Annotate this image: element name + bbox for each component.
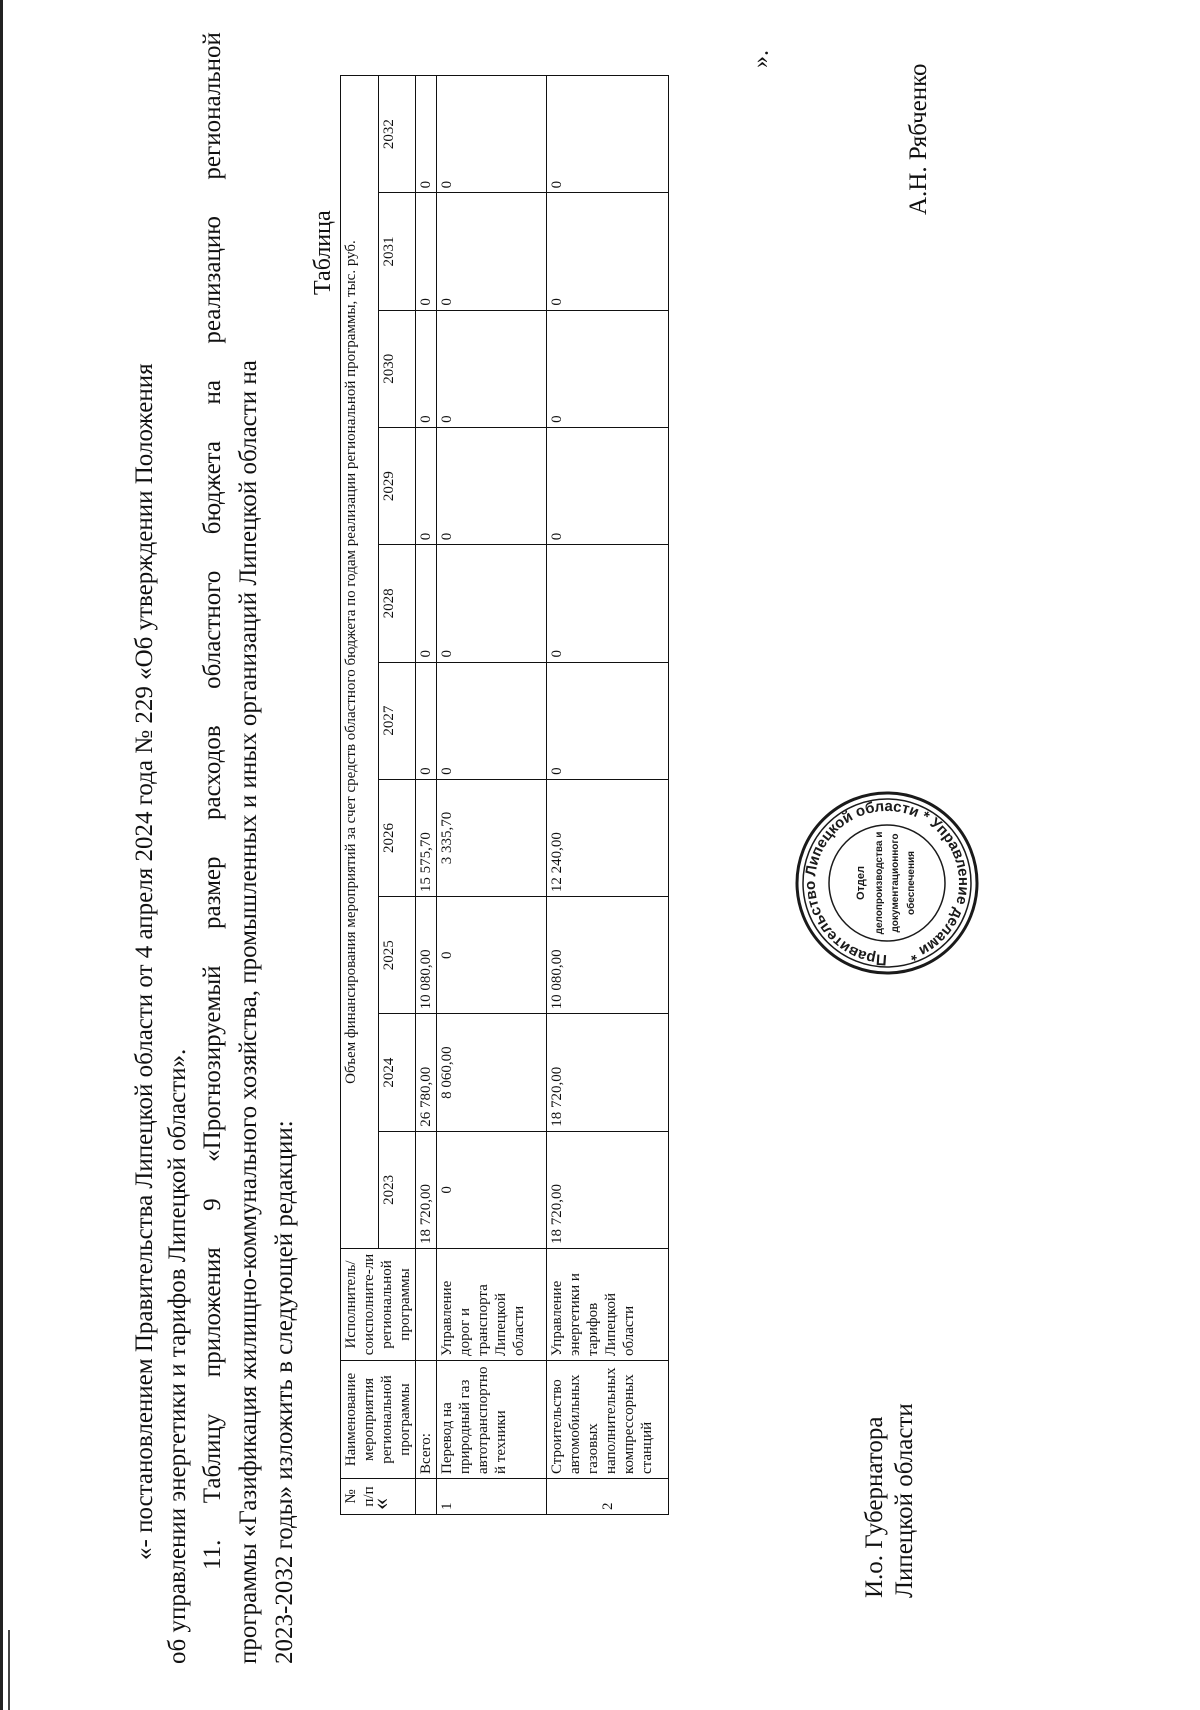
cell-value: 0 bbox=[416, 662, 437, 779]
word: на bbox=[199, 380, 226, 405]
cell-num: 1 bbox=[437, 1479, 547, 1515]
paragraph-line-2: об управлении энергетики и тарифов Липецкой области». bbox=[164, 1048, 191, 1664]
header-year: 2028 bbox=[378, 545, 416, 662]
cell-value: 0 bbox=[437, 545, 547, 662]
seal-inner-line-3: документационного bbox=[890, 833, 901, 933]
cell-value: 0 bbox=[416, 310, 437, 427]
signature-title-line-1: И.о. Губернатора bbox=[861, 1416, 888, 1598]
header-year: 2027 bbox=[378, 662, 416, 779]
seal-inner-ring bbox=[829, 825, 945, 941]
cell-value: 0 bbox=[437, 662, 547, 779]
cell-executor: Управление энергетики и тарифов Липецкой области bbox=[547, 1249, 669, 1361]
cell-value: 0 bbox=[547, 193, 669, 310]
cell-num: 2 bbox=[547, 1479, 669, 1515]
cell-value: 10 080,00 bbox=[416, 897, 437, 1014]
cell-value: 18 720,00 bbox=[416, 1131, 437, 1248]
cell-value: 0 bbox=[437, 310, 547, 427]
cell-value: 10 080,00 bbox=[547, 897, 669, 1014]
scan-edge-line bbox=[0, 0, 3, 1710]
header-year: 2029 bbox=[378, 427, 416, 544]
cell-value: 8 060,00 bbox=[437, 1014, 547, 1131]
header-year: 2024 bbox=[378, 1014, 416, 1131]
cell-value: 0 bbox=[547, 545, 669, 662]
cell-executor: Управление дорог и транспорта Липецкой области bbox=[437, 1249, 547, 1361]
word: бюджета bbox=[199, 440, 226, 535]
seal-inner-line-4: обеспечения bbox=[906, 850, 917, 916]
cell-value: 0 bbox=[437, 1131, 547, 1248]
table-header-row bbox=[341, 76, 379, 1515]
seal-outer-ring bbox=[797, 793, 977, 973]
cell-value: 12 240,00 bbox=[547, 779, 669, 896]
cell-value: 0 bbox=[437, 193, 547, 310]
table-caption: Таблица bbox=[310, 210, 336, 295]
paragraph-line-4: программы «Газификация жилищно-коммунального хозяйства, промышленных и иных организаций Липецкой области на bbox=[235, 360, 262, 1664]
cell-value: 0 bbox=[416, 545, 437, 662]
word: 9 bbox=[199, 1198, 226, 1211]
cell-value: 0 bbox=[547, 662, 669, 779]
word: размер bbox=[199, 856, 226, 930]
paragraph-line-5: 2023-2032 годы» изложить в следующей редакции: bbox=[271, 1120, 298, 1664]
cell-value: 0 bbox=[547, 76, 669, 193]
header-year: 2025 bbox=[378, 897, 416, 1014]
signature-title bbox=[860, 1403, 920, 1598]
paragraph-line-1: «- постановлением Правительства Липецкой области от 4 апреля 2024 года № 229 «Об утверждении Положения bbox=[131, 363, 158, 1560]
header-executor: Исполнитель/ соисполните-ли региональной программы bbox=[341, 1249, 416, 1361]
header-year: 2026 bbox=[378, 779, 416, 896]
header-funding: Объем финансирования мероприятий за счет средств областного бюджета по годам реализации региональной программы, тыс. руб. bbox=[341, 76, 379, 1249]
quote-close: ». bbox=[748, 50, 774, 68]
word: 11. bbox=[199, 1539, 226, 1570]
cell-num bbox=[416, 1479, 437, 1515]
cell-value: 15 575,70 bbox=[416, 779, 437, 896]
cell-value: 18 720,00 bbox=[547, 1131, 669, 1248]
official-seal bbox=[792, 788, 982, 978]
cell-value: 0 bbox=[437, 427, 547, 544]
word: областного bbox=[199, 570, 226, 689]
table-row bbox=[547, 76, 669, 1515]
scan-mark bbox=[8, 1630, 10, 1710]
cell-value: 3 335,70 bbox=[437, 779, 547, 896]
word: приложения bbox=[199, 1247, 226, 1378]
header-year: 2031 bbox=[378, 193, 416, 310]
cell-value: 0 bbox=[437, 76, 547, 193]
word: реализацию bbox=[199, 216, 226, 344]
cell-value: 0 bbox=[416, 76, 437, 193]
cell-value: 26 780,00 bbox=[416, 1014, 437, 1131]
header-year: 2023 bbox=[378, 1131, 416, 1248]
header-year: 2032 bbox=[378, 76, 416, 193]
seal-inner-line-1: Отдел bbox=[855, 866, 867, 900]
seal-inner-line-2: делопроизводства и bbox=[874, 831, 885, 935]
header-name: Наименование мероприятия региональной программы bbox=[341, 1361, 416, 1479]
header-num: № п/п bbox=[341, 1479, 416, 1515]
cell-value: 18 720,00 bbox=[547, 1014, 669, 1131]
word: расходов bbox=[199, 725, 226, 821]
signature-title-line-2: Липецкой области bbox=[891, 1403, 918, 1598]
table-row bbox=[437, 76, 547, 1515]
cell-value: 0 bbox=[437, 897, 547, 1014]
cell-value: 0 bbox=[547, 427, 669, 544]
cell-value: 0 bbox=[416, 193, 437, 310]
funding-table bbox=[340, 75, 669, 1515]
seal-outer-text bbox=[802, 798, 972, 968]
seal-outer-text-path: Правительство Липецкой области * Управление делами * bbox=[801, 797, 973, 969]
word: Таблицу bbox=[199, 1413, 226, 1504]
quote-open: « bbox=[368, 1498, 394, 1510]
paragraph-line-3 bbox=[198, 32, 228, 1570]
header-year: 2030 bbox=[378, 310, 416, 427]
cell-total-label: Всего: bbox=[416, 1361, 437, 1479]
word: региональной bbox=[199, 32, 226, 180]
cell-executor bbox=[416, 1249, 437, 1361]
table-row-total bbox=[416, 76, 437, 1515]
word: «Прогнозируемый bbox=[199, 965, 226, 1162]
cell-name: Перевод на природный газ автотранспортно й техники bbox=[437, 1361, 547, 1479]
signature-name: А.Н. Рябченко bbox=[905, 63, 932, 215]
cell-name: Строительство автомобильных газовых наполнительных компрессорных станций bbox=[547, 1361, 669, 1479]
cell-value: 0 bbox=[547, 310, 669, 427]
cell-value: 0 bbox=[416, 427, 437, 544]
